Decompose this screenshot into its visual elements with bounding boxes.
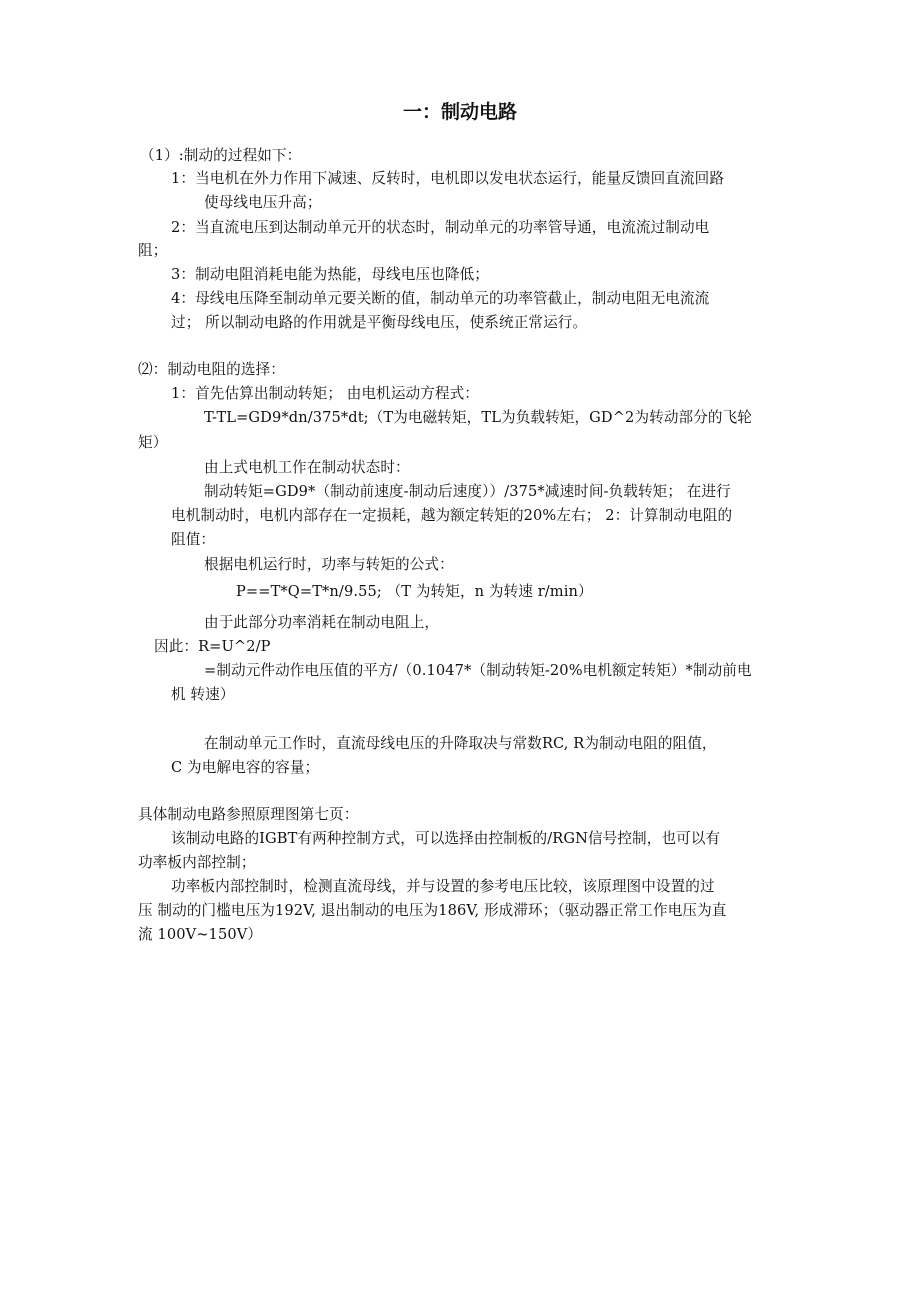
text-line: 阻； <box>138 242 168 259</box>
text-line: 该制动电路的IGBT有两种控制方式，可以选择由控制板的/RGN信号控制，也可以有 <box>171 830 721 847</box>
text-line: 2：当直流电压到达制动单元开的状态时，制动单元的功率管导通，电流流过制动电 <box>171 219 710 236</box>
text-line: 矩） <box>138 434 168 451</box>
text-line: 3：制动电阻消耗电能为热能，母线电压也降低； <box>171 266 489 283</box>
text-line: =制动元件动作电压值的平方/（0.1047*（制动转矩-20%电机额定转矩）*制动前电 <box>204 662 752 679</box>
text-line: 过； 所以制动电路的作用就是平衡母线电压，使系统正常运行。 <box>171 314 588 331</box>
text-line: ⑵：制动电阻的选择： <box>138 361 285 378</box>
text-line: 根据电机运行时，功率与转矩的公式： <box>204 556 454 573</box>
page-title: 一：制动电路 <box>402 101 517 123</box>
formula-line: 因此：R=U^2/P <box>154 638 271 655</box>
text-line: 使母线电压升高； <box>204 194 322 211</box>
text-line: 1：当电机在外力作用下减速、反转时，电机即以发电状态运行，能量反馈回直流回路 <box>171 170 725 187</box>
text-line: 4：母线电压降至制动单元要关断的值，制动单元的功率管截止，制动电阻无电流流 <box>171 290 710 307</box>
text-line: 功率板内部控制时，检测直流母线，并与设置的参考电压比较，该原理图中设置的过 <box>171 878 715 895</box>
text-line: 在制动单元工作时，直流母线电压的升降取决与常数RC, R为制动电阻的阻值， <box>204 735 717 752</box>
text-line: 阻值： <box>171 531 216 548</box>
text-line: C 为电解电容的容量； <box>171 759 320 776</box>
text-line: 功率板内部控制； <box>138 854 256 871</box>
text-line: 流 100V~150V） <box>138 926 263 943</box>
text-line: 压 制动的门槛电压为192V, 退出制动的电压为186V, 形成滞环；（驱动器正常工作电压为直 <box>138 902 727 919</box>
text-line: 制动转矩=GD9*（制动前速度-制动后速度））/375*减速时间-负载转矩； 在进行 <box>204 483 731 500</box>
text-line: 由于此部分功率消耗在制动电阻上， <box>204 614 440 631</box>
text-line: 1：首先估算出制动转矩； 由电机运动方程式： <box>171 385 480 402</box>
text-line: 机 转速） <box>171 686 235 703</box>
section-heading: 具体制动电路参照原理图第七页： <box>138 806 359 823</box>
text-line: （1）:制动的过程如下： <box>140 147 302 164</box>
formula-line: P==T*Q=T*n/9.55; （T 为转矩，n 为转速 r/min） <box>236 583 593 600</box>
text-line: T-TL=GD9*dn/375*dt;（T为电磁转矩，TL为负载转矩，GD^2为转动部分的飞轮 <box>204 409 752 426</box>
text-line: 电机制动时，电机内部存在一定损耗，越为额定转矩的20%左右； 2：计算制动电阻的 <box>171 507 733 524</box>
text-line: 由上式电机工作在制动状态时： <box>204 459 410 476</box>
